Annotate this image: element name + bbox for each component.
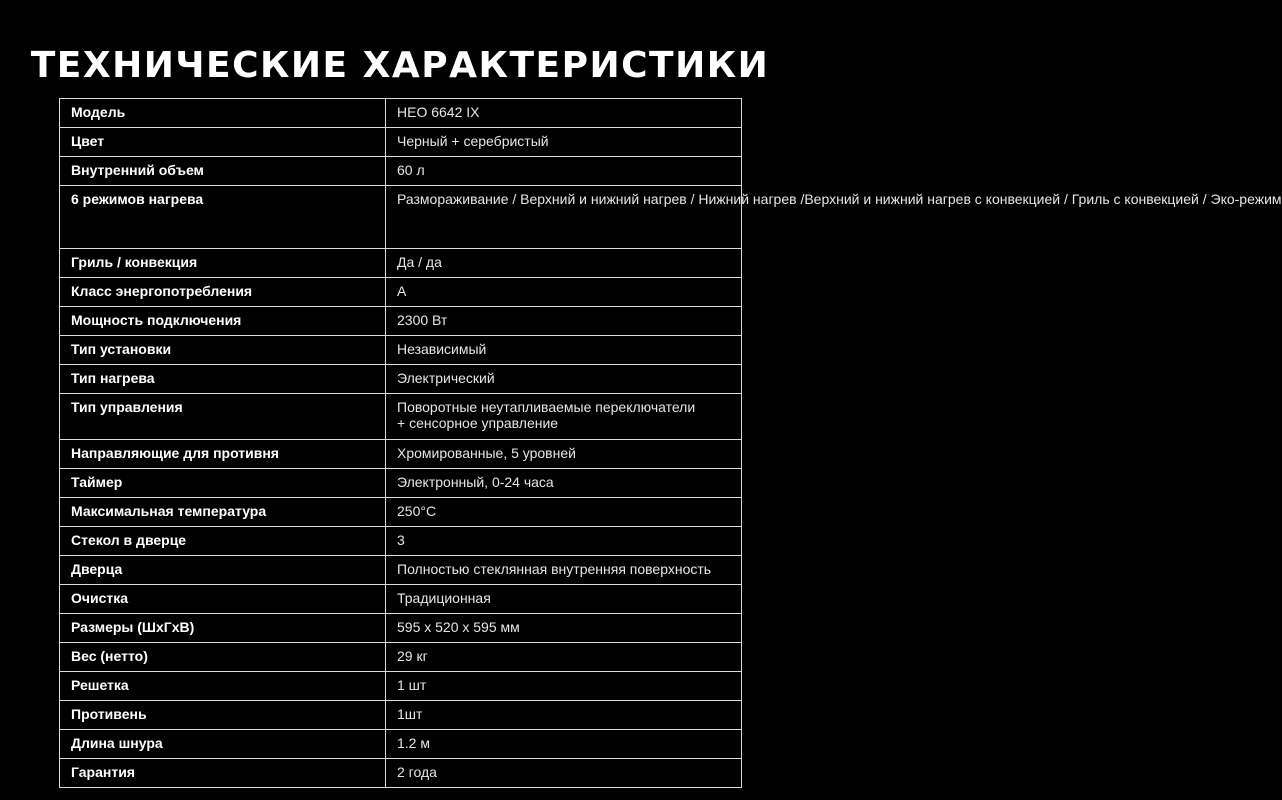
spec-value: Электронный, 0-24 часа: [386, 469, 742, 498]
table-row: [60, 643, 742, 672]
table-row: [60, 498, 742, 527]
spec-value: Хромированные, 5 уровней: [386, 440, 742, 469]
spec-name: Максимальная температура: [60, 498, 386, 527]
spec-name: Размеры (ШxГxВ): [60, 614, 386, 643]
spec-value: Размораживание / Верхний и нижний нагрев / Нижний нагрев /Верхний и нижний нагрев с конвекцией / Гриль с конвекцией / Эко-режим: [386, 186, 742, 249]
spec-value: 1 шт: [386, 672, 742, 701]
spec-value: 60 л: [386, 157, 742, 186]
table-row: [60, 394, 742, 440]
spec-name: Мощность подключения: [60, 307, 386, 336]
spec-value: Да / да: [386, 249, 742, 278]
spec-value: Независимый: [386, 336, 742, 365]
spec-name: Дверца: [60, 556, 386, 585]
spec-name: Таймер: [60, 469, 386, 498]
spec-name: Тип установки: [60, 336, 386, 365]
spec-value: 2300 Вт: [386, 307, 742, 336]
spec-name: Цвет: [60, 128, 386, 157]
spec-value: 595 x 520 x 595 мм: [386, 614, 742, 643]
spec-value: HEO 6642 IX: [386, 99, 742, 128]
table-row: [60, 556, 742, 585]
spec-name: Тип управления: [60, 394, 386, 440]
spec-value: 2 года: [386, 759, 742, 788]
table-row: [60, 278, 742, 307]
table-row: [60, 440, 742, 469]
spec-name: Класс энергопотребления: [60, 278, 386, 307]
table-row: [60, 157, 742, 186]
table-row: [60, 99, 742, 128]
spec-name: Решетка: [60, 672, 386, 701]
table-row: [60, 701, 742, 730]
spec-value: Электрический: [386, 365, 742, 394]
spec-table: [59, 98, 1282, 788]
table-row: [60, 730, 742, 759]
table-row: [60, 469, 742, 498]
table-row: [60, 585, 742, 614]
page-title: ТЕХНИЧЕСКИЕ ХАРАКТЕРИСТИКИ: [30, 45, 770, 86]
spec-name: Стекол в дверце: [60, 527, 386, 556]
spec-name: Вес (нетто): [60, 643, 386, 672]
table-row: [60, 128, 742, 157]
spec-name: Направляющие для противня: [60, 440, 386, 469]
table-row: [60, 672, 742, 701]
table-row: [60, 614, 742, 643]
spec-value: A: [386, 278, 742, 307]
table-row: [60, 759, 742, 788]
spec-name: Тип нагрева: [60, 365, 386, 394]
spec-value: 29 кг: [386, 643, 742, 672]
table-row: [60, 365, 742, 394]
spec-value: Черный + серебристый: [386, 128, 742, 157]
spec-name: Противень: [60, 701, 386, 730]
table-row: [60, 336, 742, 365]
table-row: [60, 186, 742, 249]
spec-name: Модель: [60, 99, 386, 128]
spec-value: Поворотные неутапливаемые переключатели + сенсорное управление: [386, 394, 742, 440]
spec-name: Длина шнура: [60, 730, 386, 759]
spec-value: 1.2 м: [386, 730, 742, 759]
spec-name: Гриль / конвекция: [60, 249, 386, 278]
table-row: [60, 307, 742, 336]
spec-value: 250°C: [386, 498, 742, 527]
table-row: [60, 249, 742, 278]
table-row: [60, 527, 742, 556]
spec-name: Гарантия: [60, 759, 386, 788]
spec-value: 3: [386, 527, 742, 556]
spec-value: Полностью стеклянная внутренняя поверхность: [386, 556, 742, 585]
spec-name: 6 режимов нагрева: [60, 186, 386, 249]
spec-name: Внутренний объем: [60, 157, 386, 186]
spec-value: 1шт: [386, 701, 742, 730]
spec-value: Традиционная: [386, 585, 742, 614]
spec-name: Очистка: [60, 585, 386, 614]
